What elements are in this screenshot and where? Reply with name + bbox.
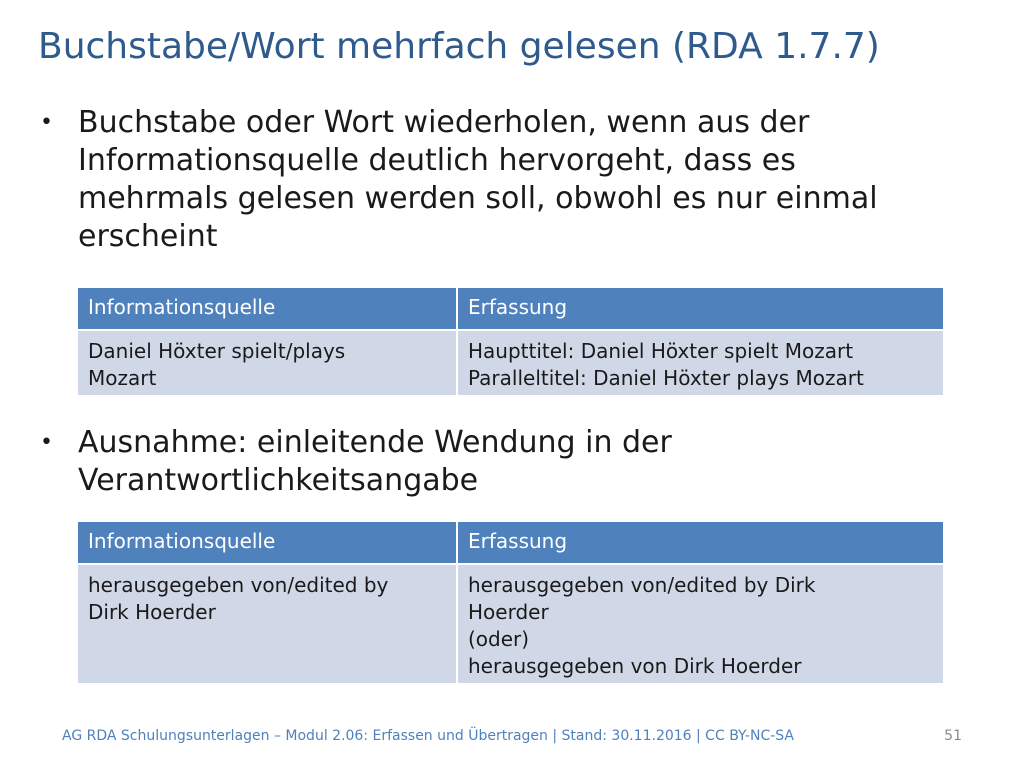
bullet-marker: • <box>40 430 53 455</box>
slide-title: Buchstabe/Wort mehrfach gelesen (RDA 1.7.7) <box>38 26 880 67</box>
table-row <box>77 330 944 396</box>
bullet-text: Buchstabe oder Wort wiederholen, wenn aus der Informationsquelle deutlich hervorgeht, dass es mehrmals gelesen werden soll, obwohl es nur einmal erscheint <box>78 105 878 254</box>
footer-text: AG RDA Schulungsunterlagen – Modul 2.06: Erfassen und Übertragen | Stand: 30.11.2016 | CC BY-NC-SA <box>62 728 794 744</box>
column-header-source: Informationsquelle <box>77 287 457 330</box>
cell-record <box>457 564 944 684</box>
table-header-row <box>77 521 944 564</box>
bullet-item-repeat-rule <box>40 104 940 256</box>
table-header-row <box>77 287 944 330</box>
cell-record <box>457 330 944 396</box>
cell-line: Paralleltitel: Daniel Höxter plays Mozart <box>468 366 864 390</box>
cell-line: Haupttitel: Daniel Höxter spielt Mozart <box>468 339 854 363</box>
column-header-record: Erfassung <box>457 521 944 564</box>
column-header-source: Informationsquelle <box>77 521 457 564</box>
cell-line: Mozart <box>88 366 157 390</box>
table-row <box>77 564 944 684</box>
cell-line: Daniel Höxter spielt/plays <box>88 339 346 363</box>
bullet-marker: • <box>40 110 53 135</box>
column-header-record: Erfassung <box>457 287 944 330</box>
cell-line: Dirk Hoerder <box>88 600 216 624</box>
cell-source <box>77 330 457 396</box>
bullet-item-exception <box>40 424 940 500</box>
bullet-text: Ausnahme: einleitende Wendung in der Verantwortlichkeitsangabe <box>78 425 672 498</box>
example-table-statement <box>76 520 945 685</box>
page-number: 51 <box>944 728 962 744</box>
cell-line: (oder) <box>468 627 530 651</box>
cell-source <box>77 564 457 684</box>
cell-line: herausgegeben von Dirk Hoerder <box>468 654 802 678</box>
example-table-title <box>76 286 945 397</box>
cell-line: herausgegeben von/edited by Dirk <box>468 573 816 597</box>
cell-line: herausgegeben von/edited by <box>88 573 389 597</box>
cell-line: Hoerder <box>468 600 549 624</box>
